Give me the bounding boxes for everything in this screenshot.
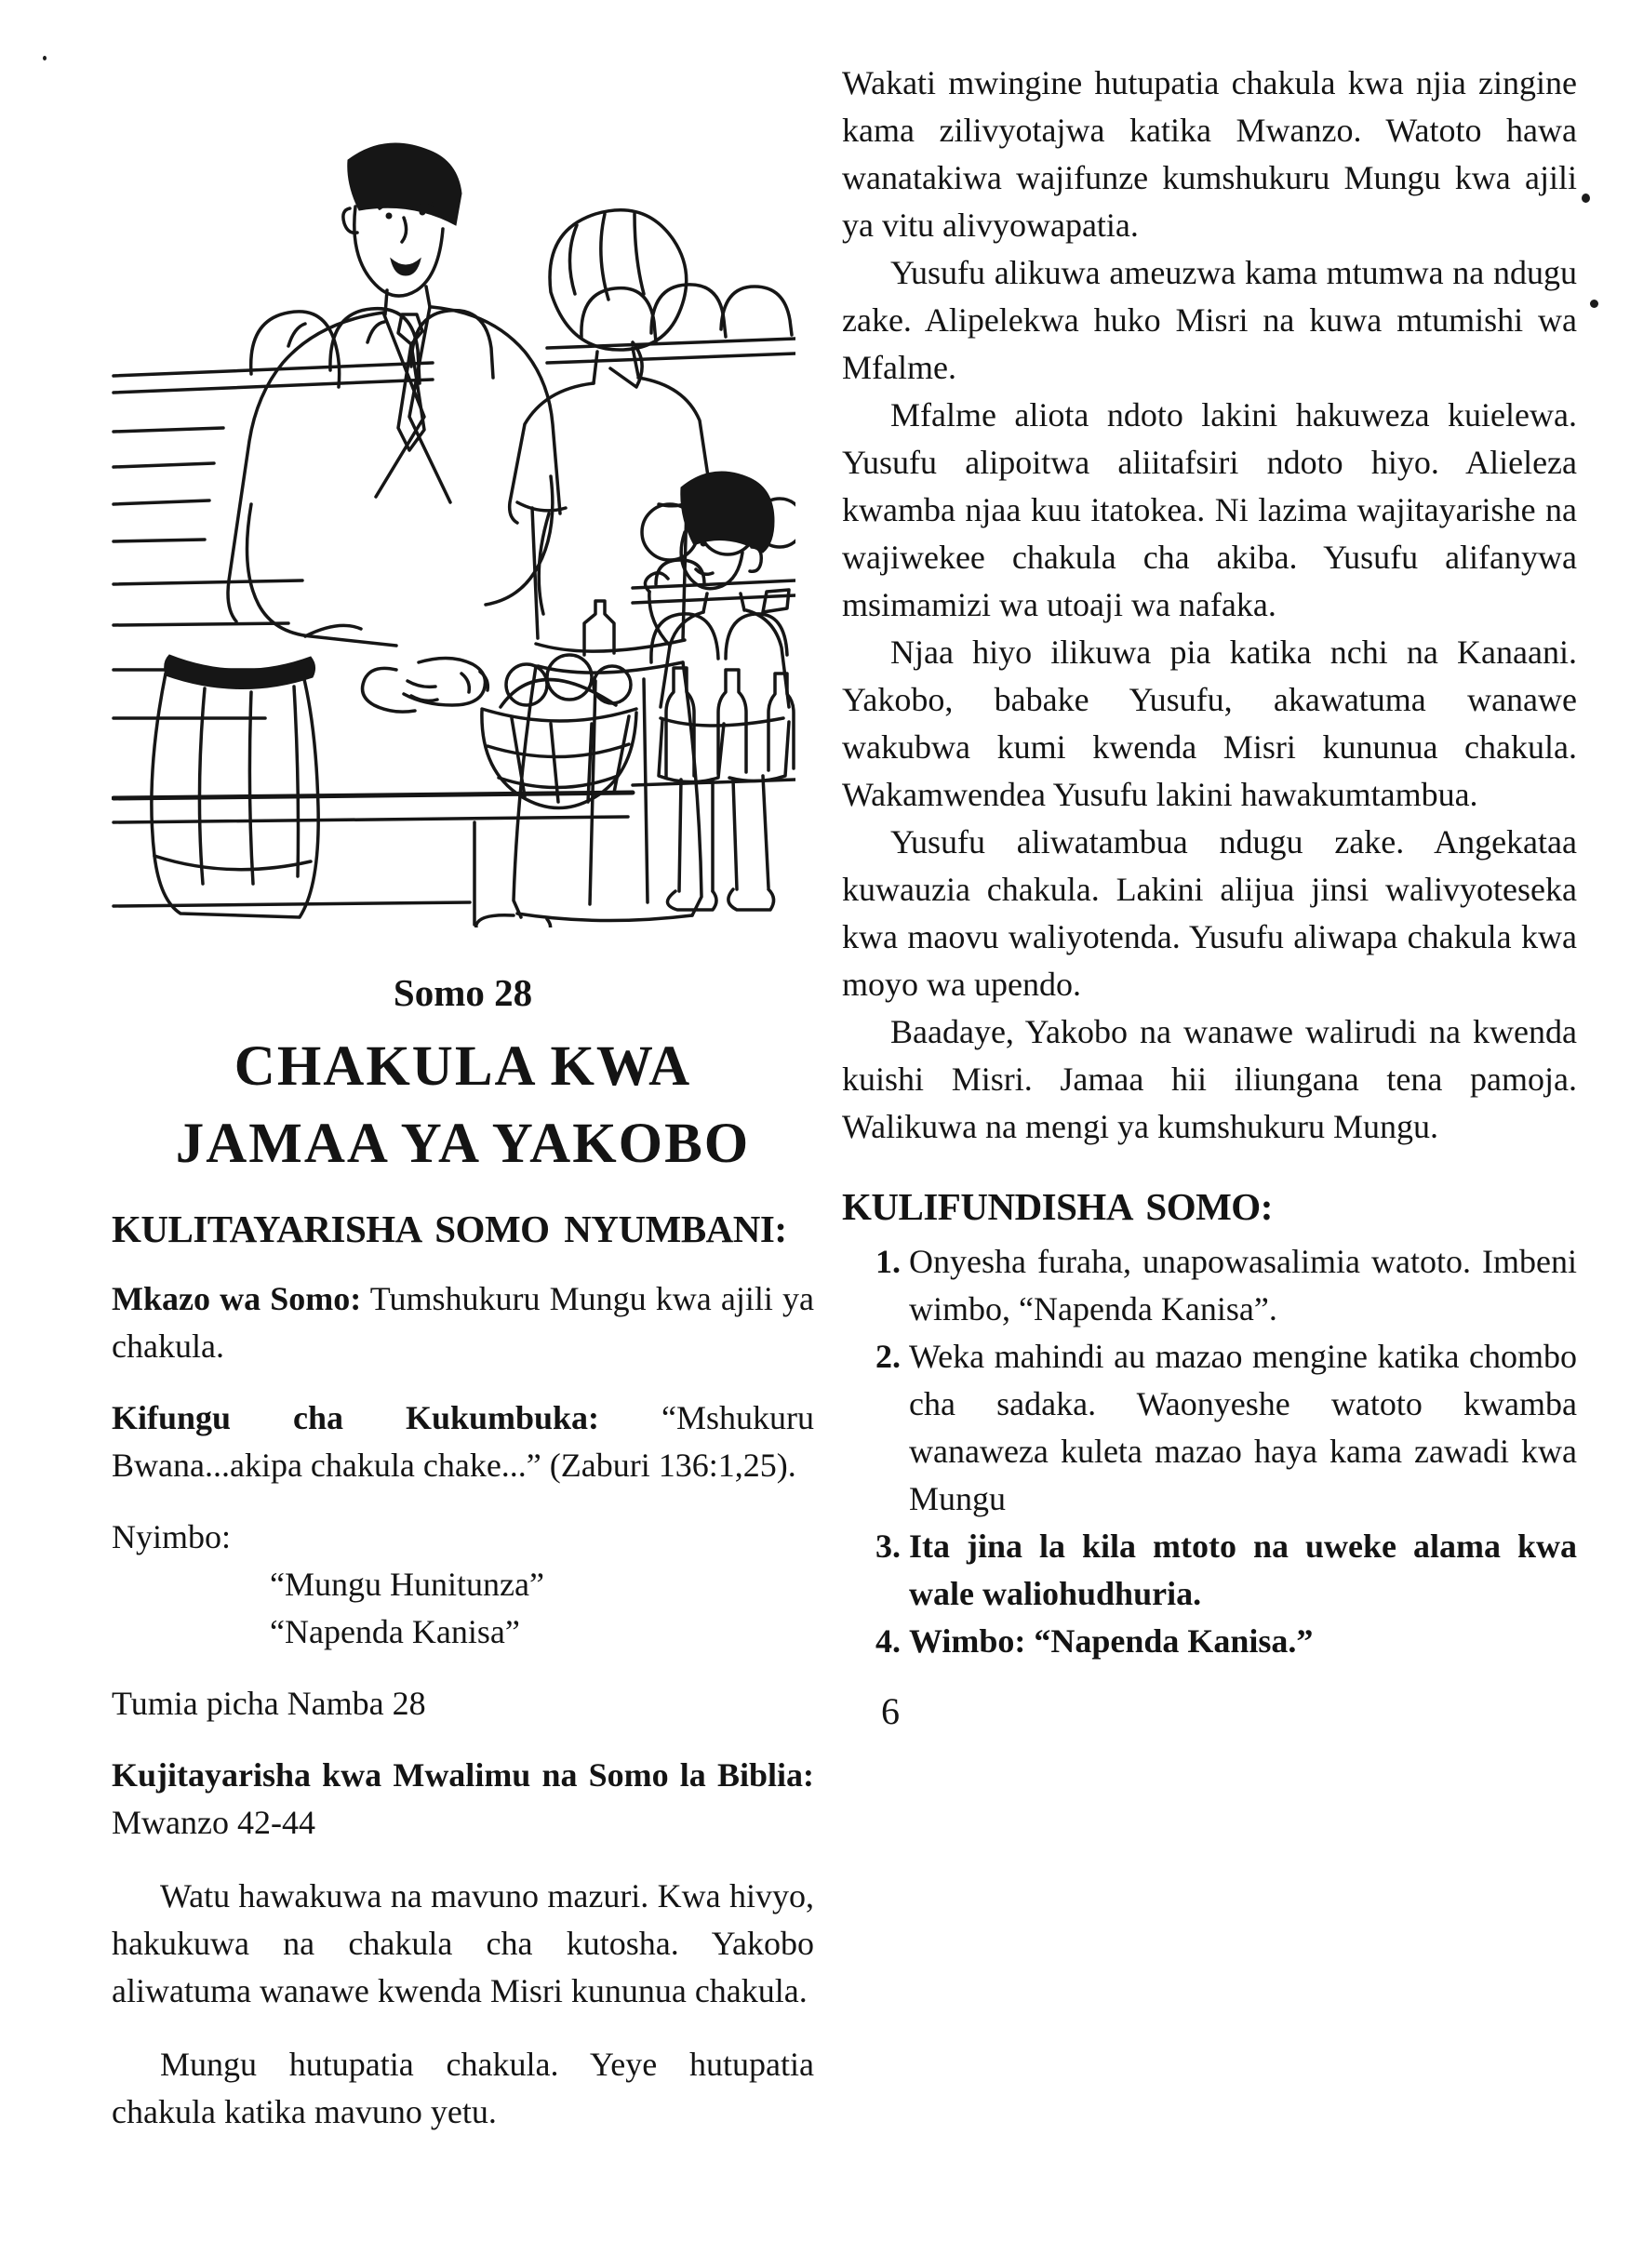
left-column xyxy=(112,0,814,2136)
lesson-number: Somo 28 xyxy=(393,971,533,1014)
paragraph: Mfalme aliota ndoto lakini hakuweza kuielewa. Yusufu alipoitwa aliitafsiri ndoto hiyo. Alieleza kwamba njaa kuu itatokea. Ni lazima wajitayarishe na wajiwekee chakula cha akiba. Yusufu alifanywa msimamizi wa utoaji wa nafaka. xyxy=(842,396,1577,623)
song-title: “Mungu Hunitunza” xyxy=(270,1566,544,1603)
paragraph: Yusufu alikuwa ameuzwa kama mtumwa na ndugu zake. Alipelekwa huko Misri na kuwa mtumishi wa Mfalme. xyxy=(842,254,1577,386)
scan-speck xyxy=(43,56,47,60)
paragraph: Yusufu aliwatambua ndugu zake. Angekataa kuwauzia chakula. Lakini alijua jinsi walivyoteseka kwa maovu waliyotenda. Yusufu aliwapa chakula kwa moyo wa upendo. xyxy=(842,823,1577,1003)
step-number: 1. xyxy=(875,1243,901,1280)
paragraph: Wakati mwingine hutupatia chakula kwa njia zingine kama zilivyotajwa katika Mwanzo. Watoto hawa wanatakiwa wajifunze kumshukuru Mungu kwa ajili ya vitu alivyowapatia. xyxy=(842,64,1577,244)
song-title: “Napenda Kanisa” xyxy=(270,1613,520,1650)
memory-verse xyxy=(112,1394,814,1489)
lesson-title xyxy=(112,1028,814,1182)
paragraph: Mungu hutupatia chakula. Yeye hutupatia chakula katika mavuno yetu. xyxy=(112,2046,814,2130)
lesson-focus-label: Mkazo wa Somo: xyxy=(112,1280,362,1317)
teaching-steps xyxy=(842,1238,1577,1665)
memory-verse-label: Kifungu cha Kukumbuka: xyxy=(112,1399,600,1436)
step-number: 2. xyxy=(875,1338,901,1375)
teacher-preparation-label: Kujitayarisha kwa Mwalimu na Somo la Biblia: xyxy=(112,1756,814,1794)
paragraph: Njaa hiyo ilikuwa pia katika nchi na Kanaani. Yakobo, babake Yusufu, akawatuma wanawe wakubwa kumi kwenda Misri kununua chakula. Wakamwendea Yusufu lakini hawakumtambua. xyxy=(842,634,1577,813)
step-number: 3. xyxy=(875,1528,901,1565)
page-number: 6 xyxy=(881,1690,900,1732)
paragraph: Baadaye, Yakobo na wanawe walirudi na kwenda kuishi Misri. Jamaa hii iliungana tena pamoja. Walikuwa na mengi ya kumshukuru Mungu. xyxy=(842,1013,1577,1145)
lesson-title-line2: JAMAA YA YAKOBO xyxy=(175,1113,751,1175)
shop-scene-drawing xyxy=(112,67,795,927)
teacher-preparation-text: Mwanzo 42-44 xyxy=(112,1804,315,1841)
paragraph: Watu hawakuwa na mavuno mazuri. Kwa hivyo, hakukuwa na chakula cha kutosha. Yakobo aliwatuma wanawe kwenda Misri kununua chakula. xyxy=(112,1877,814,2009)
step-text: Weka mahindi au mazao mengine katika chombo cha sadaka. Waonyeshe watoto kwamba wanaweza kuleta mazao haya kama zawadi kwa Mungu xyxy=(909,1338,1577,1517)
teaching-step xyxy=(842,1333,1577,1523)
teaching-step xyxy=(842,1618,1577,1665)
songs-label: Nyimbo: xyxy=(112,1518,232,1555)
scan-speck xyxy=(1582,193,1590,203)
step-number: 4. xyxy=(875,1622,901,1660)
song-list xyxy=(112,1561,814,1656)
section-heading-prepare: KULITAYARISHA SOMO NYUMBANI: xyxy=(112,1207,787,1250)
lesson-focus-text: Tumshukuru Mungu kwa ajili ya chakula. xyxy=(112,1280,814,1365)
lesson-focus xyxy=(112,1275,814,1370)
teaching-step xyxy=(842,1238,1577,1333)
step-text: Wimbo: “Napenda Kanisa.” xyxy=(909,1622,1314,1660)
step-text: Ita jina la kila mtoto na uweke alama kwa wale waliohudhuria. xyxy=(909,1528,1577,1612)
shop-illustration xyxy=(112,67,795,927)
lesson-title-line1: CHAKULA KWA xyxy=(234,1035,692,1098)
teaching-step xyxy=(842,1523,1577,1618)
right-column xyxy=(842,0,1577,1733)
scan-speck xyxy=(1590,300,1598,308)
picture-note: Tumia picha Namba 28 xyxy=(112,1685,426,1722)
teacher-preparation xyxy=(112,1752,814,1847)
section-heading-teach: KULIFUNDISHA SOMO: xyxy=(842,1185,1273,1228)
memory-verse-text: “Mshukuru Bwana...akipa chakula chake...” (Zaburi 136:1,25). xyxy=(112,1399,814,1484)
story-paragraphs xyxy=(842,60,1577,1151)
step-text: Onyesha furaha, unapowasalimia watoto. Imbeni wimbo, “Napenda Kanisa”. xyxy=(909,1243,1577,1327)
